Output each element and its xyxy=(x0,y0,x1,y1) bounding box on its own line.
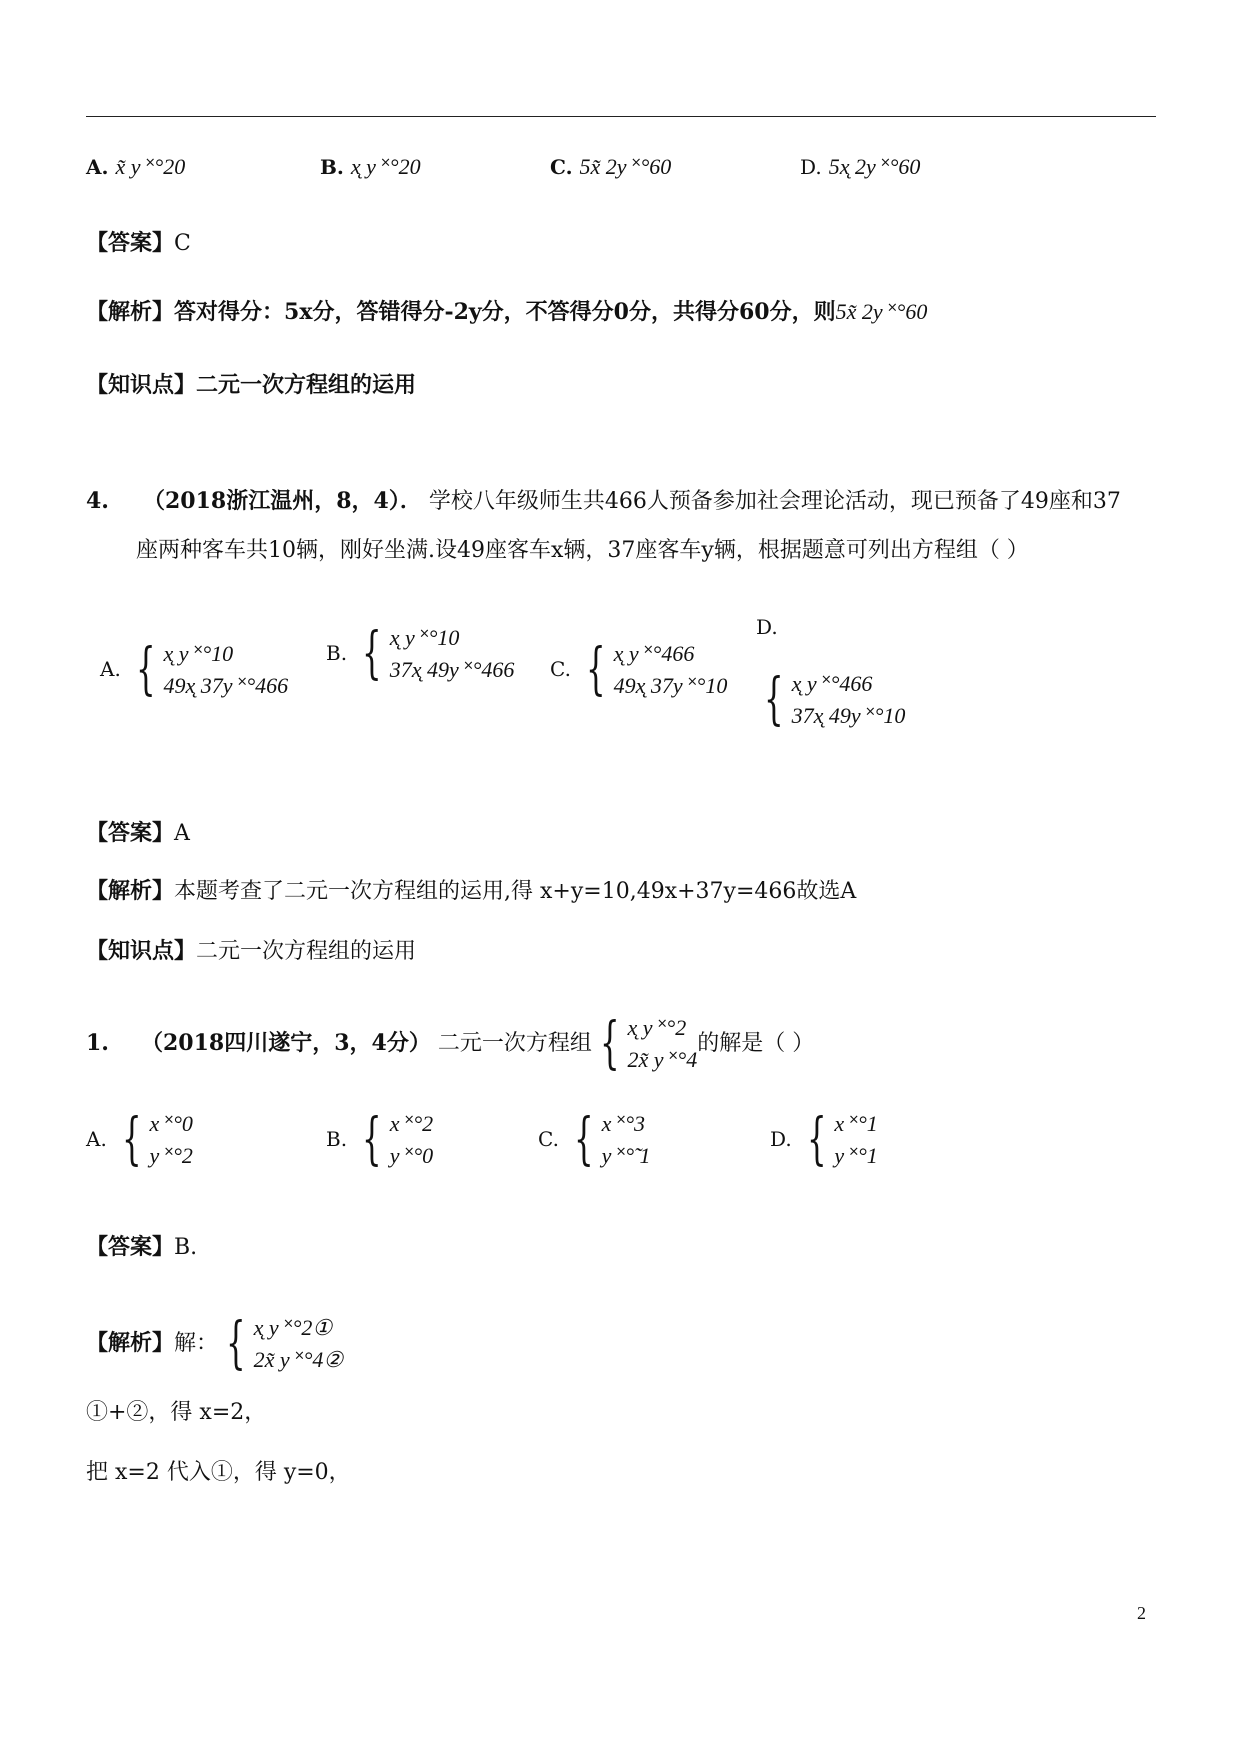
q3-option-a: A. x̃ y ˟°20 xyxy=(86,154,186,179)
page-number: 2 xyxy=(1137,1603,1146,1623)
q4-option-d-label: D. xyxy=(756,615,778,639)
q1-number: 1. xyxy=(86,1030,109,1056)
q1-option-b: B. { x ˟°2 y ˟°0 xyxy=(326,1107,434,1172)
q1-option-a: A. { x ˟°0 y ˟°2 xyxy=(86,1107,193,1172)
q4-option-b: B. { x̨ y ˟°10 37x̨ 49y ˟°466 xyxy=(326,621,515,686)
q3-option-c: C. 5x̃ 2y ˟°60 xyxy=(550,154,672,179)
q4-answer: 【答案】A xyxy=(86,820,190,846)
q4-analysis: 【解析】本题考查了二元一次方程组的运用,得 x+y=10,49x+37y=466故选A xyxy=(86,878,857,904)
q3-answer: 【答案】C xyxy=(86,230,191,256)
q1-option-c: C. { x ˟°3 y ˟°̃ 1 xyxy=(538,1107,651,1172)
q4-knowledge: 【知识点】二元一次方程组的运用 xyxy=(86,938,417,964)
q3-option-b: B. x̨ y ˟°20 xyxy=(320,154,421,179)
q1-source: （2018四川遂宁，3，4分） xyxy=(140,1030,431,1056)
q1-answer: 【答案】B. xyxy=(86,1234,198,1260)
q3-knowledge: 【知识点】二元一次方程组的运用 xyxy=(86,372,417,398)
header-rule xyxy=(86,116,1156,117)
q1-step2: 把 x=2 代入①，得 y=0， xyxy=(86,1460,351,1485)
q4-option-c: C. { x̨ y ˟°466 49x̨ 37y ˟°10 xyxy=(550,637,728,702)
q4-source: （2018浙江温州，8，4）． xyxy=(142,488,422,514)
q1-analysis: 【解析】解： { x̨ y ˟°2① 2x̃ y ˟°4② xyxy=(86,1311,344,1376)
q3-option-d: D. 5x̨ 2y ˟°60 xyxy=(800,154,921,179)
q4-stem-line2: 座两种客车共10辆，刚好坐满.设49座客车x辆，37座客车y辆，根据题意可列出方程组（ ） xyxy=(136,538,1029,563)
q1-stem: 1. （2018四川遂宁，3，4分） 二元一次方程组 { x̨ y ˟°2 2x̃ y ˟°4 的解是（ ） xyxy=(86,1011,815,1076)
q4-option-a: A. { x̨ y ˟°10 49x̨ 37y ˟°466 xyxy=(100,637,289,702)
q4-option-d: { x̨ y ˟°466 37x̨ 49y ˟°10 xyxy=(764,667,906,732)
q4-number: 4. xyxy=(86,488,109,514)
q1-option-d: D. { x ˟°1 y ˟°1 xyxy=(770,1107,878,1172)
q3-analysis: 【解析】答对得分：5x分，答错得分-2y分，不答得分0分，共得分60分，则5x̃ 2y ˟°60 xyxy=(86,299,928,325)
q4-stem-line1: 4. （2018浙江温州，8，4）． 学校八年级师生共466人预备参加社会理论活动，现已预备了49座和37 xyxy=(86,488,1121,514)
q1-step1: ①+②，得 x=2， xyxy=(86,1400,267,1425)
